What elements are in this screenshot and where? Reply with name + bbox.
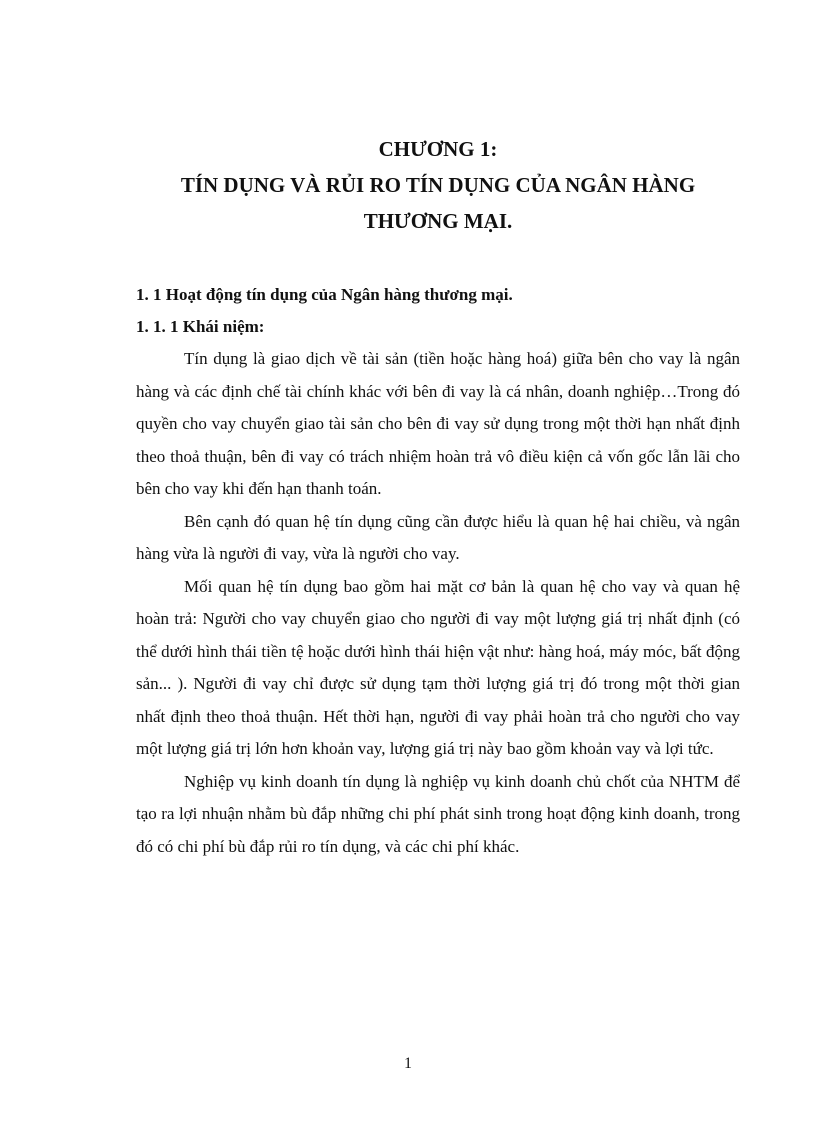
paragraph-definition: Tín dụng là giao dịch về tài sản (tiền hoặc hàng hoá) giữa bên cho vay là ngân hàng và các định chế tài chính khác với bên đi vay là cá nhân, doanh nghiệp…Trong đó quyền cho vay chuyển giao tài sản cho bên đi vay sử dụng trong một thời hạn nhất định theo thoả thuận, bên đi vay có trách nhiệm hoàn trả vô điều kiện cả vốn gốc lẫn lãi cho bên cho vay khi đến hạn thanh toán.	[136, 349, 740, 498]
page-number: 1	[404, 1055, 412, 1072]
chapter-header	[100, 131, 776, 239]
chapter-title-line-2: THƯƠNG MẠI.	[363, 209, 513, 233]
paragraph-credit-relationship: Mối quan hệ tín dụng bao gồm hai mặt cơ bản là quan hệ cho vay và quan hệ hoàn trả: Người cho vay chuyển giao cho người đi vay một lượng giá trị nhất định (có thể dưới hình thái tiền tệ hoặc dưới hình thái hiện vật như: hàng hoá, máy móc, bất động sản... ). Người đi vay chỉ được sử dụng tạm thời lượng giá trị đó trong một thời gian nhất định theo thoả thuận. Hết thời hạn, người đi vay phải hoàn trả cho người cho vay một lượng giá trị lớn hơn khoản vay, lượng giá trị này bao gồm khoản vay và lợi tức.	[136, 576, 740, 758]
chapter-number: CHƯƠNG 1:	[378, 137, 498, 161]
paragraph-credit-business: Nghiệp vụ kinh doanh tín dụng là nghiệp vụ kinh doanh chủ chốt của NHTM để tạo ra lợi nhuận nhằm bù đắp những chi phí phát sinh trong hoạt động kinh doanh, trong đó có chi phí bù đắp rủi ro tín dụng, và các chi phí khác.	[136, 771, 740, 856]
chapter-title-line-1: TÍN DỤNG VÀ RỦI RO TÍN DỤNG CỦA NGÂN HÀNG	[180, 173, 696, 197]
subsection-heading: 1. 1. 1 Khái niệm:	[136, 317, 265, 336]
section-body	[136, 279, 740, 863]
section-heading: 1. 1 Hoạt động tín dụng của Ngân hàng thương mại.	[136, 285, 513, 304]
paragraph-two-way-relation: Bên cạnh đó quan hệ tín dụng cũng cần được hiểu là quan hệ hai chiều, và ngân hàng vừa là người đi vay, vừa là người cho vay.	[136, 511, 740, 563]
